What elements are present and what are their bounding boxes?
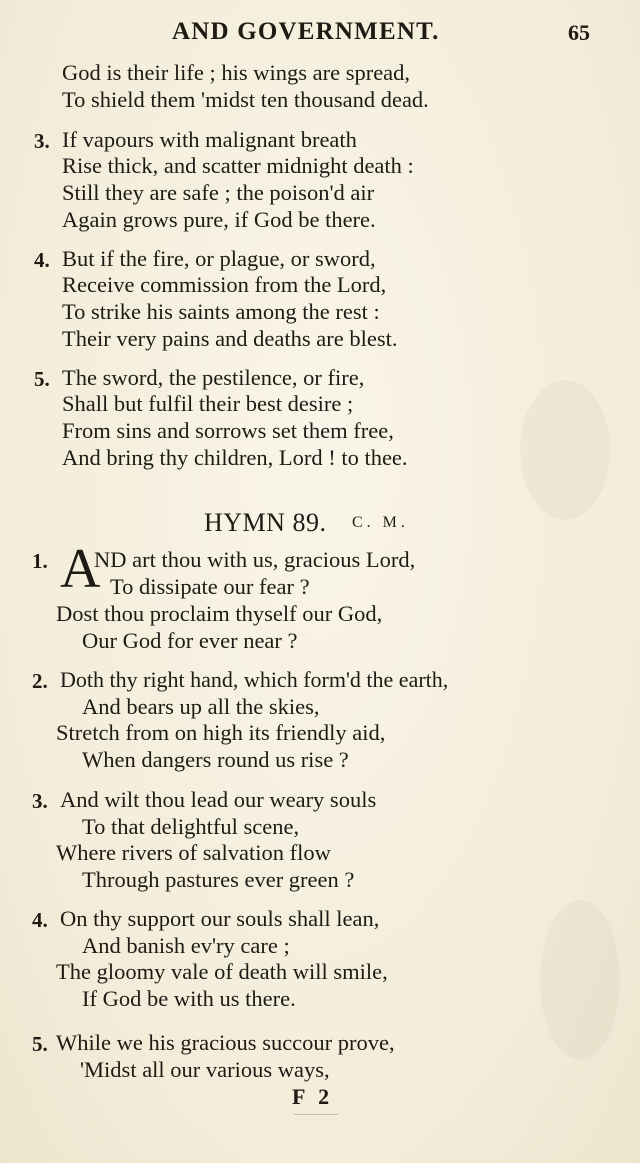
verse-line: If God be with us there. <box>82 986 296 1011</box>
hymn-meter: C. M. <box>352 514 409 531</box>
verse-number: 1. <box>32 549 48 573</box>
verse-line: Dost thou proclaim thyself our God, <box>56 601 383 626</box>
verse-line: But if the fire, or plague, or sword, <box>62 246 376 271</box>
verse-line: God is their life ; his wings are spread, <box>62 60 411 85</box>
verse-line: From sins and sorrows set them free, <box>62 418 394 443</box>
verse-line: Again grows pure, if God be there. <box>62 207 376 232</box>
verse-line: If vapours with malignant breath <box>62 127 357 152</box>
verse-line: Still they are safe ; the poison'd air <box>62 180 375 205</box>
verse-line: Where rivers of salvation flow <box>56 840 331 865</box>
verse-number: 5. <box>34 367 50 391</box>
verse-number: 5. <box>32 1032 48 1056</box>
verse-number: 4. <box>32 908 48 932</box>
verse-line: And banish ev'ry care ; <box>82 933 290 958</box>
signature-rule <box>294 1114 338 1115</box>
verse-line: Their very pains and deaths are blest. <box>62 326 398 351</box>
verse-line: To strike his saints among the rest : <box>62 299 380 324</box>
verse-line: Through pastures ever green ? <box>82 867 355 892</box>
verse-number: 2. <box>32 669 48 693</box>
verse-line: 'Midst all our various ways, <box>80 1057 330 1082</box>
hymn-title: HYMN 89. <box>204 508 327 537</box>
verse-line: The gloomy vale of death will smile, <box>56 959 388 984</box>
verse-line: To shield them 'midst ten thousand dead. <box>62 87 429 112</box>
verse-line: And bears up all the skies, <box>82 694 320 719</box>
signature-mark: F 2 <box>292 1084 334 1109</box>
show-through-mark <box>520 380 610 520</box>
verse-line: Rise thick, and scatter midnight death : <box>62 153 414 178</box>
verse-number: 4. <box>34 248 50 272</box>
verse-line: And wilt thou lead our weary souls <box>60 787 377 812</box>
drop-cap: A <box>60 538 101 600</box>
verse-line: Shall but fulfil their best desire ; <box>62 391 354 416</box>
page-number: 65 <box>568 20 590 45</box>
verse-number: 3. <box>32 789 48 813</box>
verse-line: And bring thy children, Lord ! to thee. <box>62 445 408 470</box>
verse-line: To that delightful scene, <box>82 814 300 839</box>
verse-line: On thy support our souls shall lean, <box>60 906 380 931</box>
verse-line: The sword, the pestilence, or fire, <box>62 365 365 390</box>
running-head <box>0 18 640 48</box>
verse-line: While we his gracious succour prove, <box>56 1030 395 1055</box>
verse-line: When dangers round us rise ? <box>82 747 349 772</box>
verse-line: Stretch from on high its friendly aid, <box>56 720 386 745</box>
verse-number: 3. <box>34 129 50 153</box>
running-title: AND GOVERNMENT. <box>172 18 440 45</box>
verse-line: Our God for ever near ? <box>82 628 298 653</box>
verse-line: Receive commission from the Lord, <box>62 272 387 297</box>
verse-line: Doth thy right hand, which form'd the earth, <box>60 667 449 692</box>
show-through-mark <box>540 900 620 1060</box>
verse-line: ND art thou with us, gracious Lord, <box>94 547 416 572</box>
verse-line: To dissipate our fear ? <box>110 574 310 599</box>
